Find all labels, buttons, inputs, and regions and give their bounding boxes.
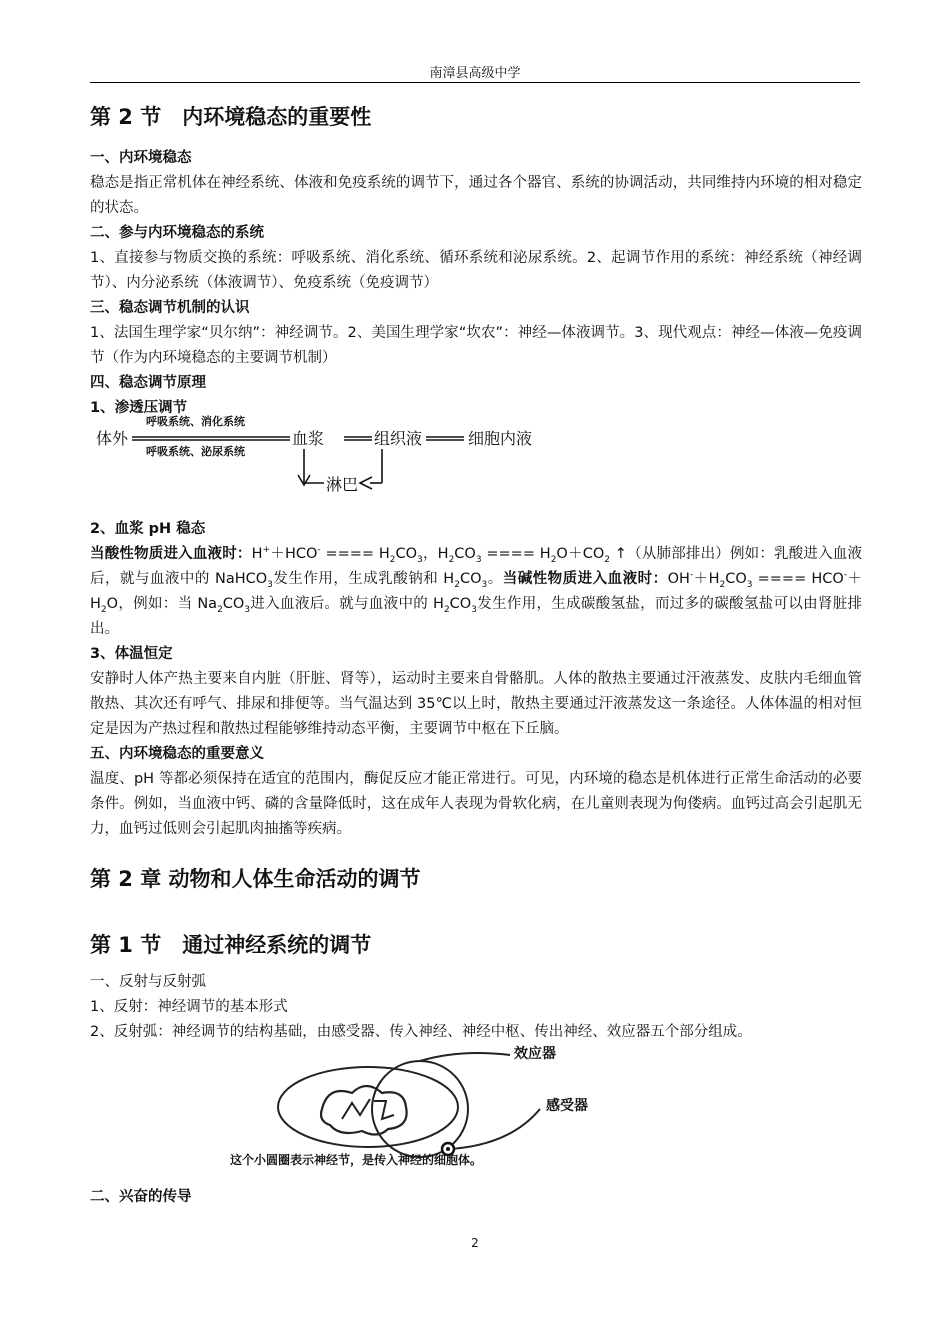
diagram-top-label: 呼吸系统、消化系统 — [146, 415, 245, 428]
heading-homeostasis: 一、内环境稳态 — [90, 150, 192, 166]
formula-text: CO — [454, 546, 476, 562]
formula-text: ＋HCO — [270, 546, 318, 562]
formula-text: ==== H — [320, 546, 390, 562]
formula-text: O＋CO — [556, 546, 605, 562]
formula-text: ↑（从肺部排出）例如：乳酸进入血液后，就与血液中的 NaHCO — [90, 546, 863, 587]
figure-caption: 这个小圆圈表示神经节，是传入神经的细胞体。 — [230, 1153, 483, 1167]
formula-sup: - — [317, 545, 321, 556]
label-receptor: 感受器 — [546, 1098, 588, 1114]
heading-reflex: 一、反射与反射弧 — [90, 974, 206, 990]
page-number: 2 — [471, 1236, 479, 1250]
formula-sup: + — [262, 545, 271, 556]
formula-sub: 2 — [550, 554, 557, 565]
formula-text: H — [251, 546, 263, 562]
formula-text: ＋H — [693, 571, 720, 587]
diagram-lymph: 淋巴 — [326, 475, 359, 494]
formula-sub: 3 — [481, 579, 488, 590]
formula-sub: 3 — [475, 554, 482, 565]
formula-text: CO — [459, 571, 482, 587]
formula-text: O，例如：当 Na — [106, 596, 218, 612]
formula-sup: - — [843, 570, 848, 581]
formula-sub: 3 — [746, 579, 753, 590]
formula-sub: 2 — [100, 604, 107, 615]
formula-sub: 2 — [389, 554, 396, 565]
formula-text: CO — [395, 546, 418, 562]
formula-text: CO — [725, 571, 747, 587]
osmotic-diagram — [90, 415, 862, 517]
page-content — [90, 102, 862, 1210]
formula-text: ==== HCO — [752, 571, 844, 587]
reflex-arc-figure — [90, 1046, 862, 1177]
section-title: 第 1 节 通过神经系统的调节 — [90, 933, 372, 957]
formula-sub: 2 — [217, 604, 223, 615]
formula-sub: 3 — [471, 604, 477, 615]
paragraph-temperature: 安静时人体产热主要来自内脏（肝脏、肾等），运动时主要来自骨骼肌。人体的散热主要通过汗液蒸发、皮肤内毛细血管散热、其次还有呼气、排尿和排便等。当气温达到 35℃以上时，散热主要通过汗液蒸发这一条途径。人体体温的相对恒定是因为产热过程和散热过程能够维持动态平衡，主要调节中枢在下丘脑。 — [90, 671, 862, 737]
paragraph-significance: 温度、pH 等都必须保持在适宜的范围内，酶促反应才能正常进行。可见，内环境的稳态是机体进行正常生命活动的必要条件。例如，当血液中钙、磷的含量降低时，这在成年人表现为骨软化病，在儿童则表现为佝偻病。血钙过高会引起肌无力，血钙过低则会引起肌肉抽搐等疾病。 — [90, 771, 862, 837]
base-lead: 当碱性物质进入血液时： — [502, 571, 668, 587]
heading-principle: 四、稳态调节原理 — [90, 375, 206, 391]
formula-sub: 2 — [448, 554, 455, 565]
formula-text: 进入血液后。就与血液中的 H — [250, 596, 444, 612]
formula-sup: - — [689, 570, 694, 581]
formula-text: ==== H — [481, 546, 551, 562]
formula-text: CO — [222, 596, 245, 612]
formula-sub: 2 — [604, 554, 610, 565]
header-rule — [90, 82, 860, 83]
formula-text: ，H — [422, 546, 449, 562]
paragraph-mechanism: 1、法国生理学家“贝尔纳”：神经调节。2、美国生理学家“坎农”：神经—体液调节。3、现代观点：神经—体液—免疫调节（作为内环境稳态的主要调节机制） — [90, 325, 862, 366]
heading-significance: 五、内环境稳态的重要意义 — [90, 746, 264, 762]
chapter-title: 第 2 章 动物和人体生命活动的调节 — [90, 867, 421, 891]
section-title: 第 2 节 内环境稳态的重要性 — [90, 105, 372, 129]
formula-text: 发生作用，生成乳酸钠和 H — [272, 571, 455, 587]
formula-sub: 2 — [454, 579, 460, 590]
paragraph-systems: 1、直接参与物质交换的系统：呼吸系统、消化系统、循环系统和泌尿系统。2、起调节作用的系统：神经系统（神经调节）、内分泌系统（体液调节）、免疫系统（免疫调节） — [90, 250, 862, 291]
formula-text: ＋H — [90, 571, 863, 612]
formula-sub: 3 — [244, 604, 251, 615]
diagram-plasma: 血浆 — [292, 429, 325, 448]
paragraph-homeostasis: 稳态是指正常机体在神经系统、体液和免疫系统的调节下，通过各个器官、系统的协调活动，共同维持内环境的相对稳定的状态。 — [90, 175, 862, 216]
heading-excitation: 二、兴奋的传导 — [90, 1189, 192, 1205]
formula-text: 发生作用，生成碳酸氢盐，而过多的碳酸氢盐可以由肾脏排出。 — [90, 596, 862, 637]
subheading-temperature: 3、体温恒定 — [90, 646, 173, 662]
formula-sub: 3 — [267, 579, 273, 590]
line-reflex: 1、反射：神经调节的基本形式 — [90, 999, 288, 1015]
subheading-ph: 2、血浆 pH 稳态 — [90, 521, 206, 537]
subheading-osmotic: 1、渗透压调节 — [90, 400, 188, 416]
diagram-intracellular: 细胞内液 — [468, 429, 533, 448]
formula-text: 。 — [487, 571, 503, 587]
formula-sub: 2 — [719, 579, 726, 590]
diagram-tissue-fluid: 组织液 — [374, 429, 423, 448]
label-effector: 效应器 — [514, 1046, 556, 1062]
heading-systems: 二、参与内环境稳态的系统 — [90, 225, 264, 241]
acid-lead: 当酸性物质进入血液时： — [90, 546, 252, 562]
page-header: 南漳县高级中学 — [429, 66, 521, 81]
formula-sub: 3 — [417, 554, 423, 565]
line-reflex-arc: 2、反射弧：神经调节的结构基础，由感受器、传入神经、神经中枢、传出神经、效应器五个部分组成。 — [90, 1024, 752, 1040]
formula-sub: 2 — [443, 604, 450, 615]
diagram-bottom-label: 呼吸系统、泌尿系统 — [146, 445, 245, 458]
paragraph-ph — [90, 542, 862, 642]
heading-mechanism: 三、稳态调节机制的认识 — [90, 300, 250, 316]
formula-text: OH — [667, 571, 690, 587]
diagram-outside: 体外 — [96, 429, 129, 448]
formula-text: CO — [449, 596, 472, 612]
